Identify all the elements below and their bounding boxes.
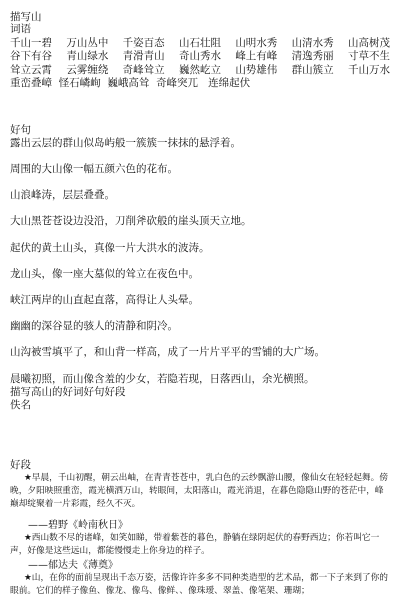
phrase: 寸草不生 <box>347 50 390 62</box>
phrase-row-4 <box>10 77 250 90</box>
sentence: 山沟被雪填平了，和山背一样高，成了一片片平平的雪铺的大广场。 <box>10 346 325 358</box>
phrase: 千姿百态 <box>122 37 165 49</box>
sentence: 露出云层的群山似岛屿般一簇簇一抹抹的悬浮着。 <box>10 137 241 149</box>
phrase: 千山万水 <box>347 64 390 76</box>
phrase: 清逸秀丽 <box>291 50 334 62</box>
sentence: 幽幽的深谷显的骇人的清静和阴冷。 <box>10 320 178 332</box>
phrase: 耸立云霄 <box>10 64 52 76</box>
phrase: 千山一碧 <box>10 37 52 49</box>
sentence: 起伏的黄土山头，真像一片大洪水的波涛。 <box>10 242 210 254</box>
phrase: 山势雄伟 <box>235 64 278 76</box>
phrase: 青山绿水 <box>66 50 109 62</box>
section-heading-haoduan: 好段 <box>10 459 31 471</box>
phrase: 巍然屹立 <box>178 64 221 76</box>
sentence: 龙山头，像一座大墓似的耸立在夜色中。 <box>10 268 199 280</box>
passage-source: ——碧野《岭南秋日》 <box>28 520 128 531</box>
phrase: 巍峨高耸 <box>107 77 150 89</box>
subtitle: 描写高山的好词好句好段 <box>10 386 126 398</box>
phrase: 云雾缠绕 <box>66 64 109 76</box>
phrase: 怪石嶙峋 <box>58 77 101 89</box>
phrase: 青滑青山 <box>122 50 165 62</box>
author: 佚名 <box>10 399 31 411</box>
phrase: 谷下有谷 <box>10 50 52 62</box>
phrase: 群山簇立 <box>291 64 334 76</box>
phrase: 山清水秀 <box>291 37 334 49</box>
phrase: 山高树茂 <box>347 37 390 49</box>
section-heading-haoju: 好句 <box>10 124 31 136</box>
sentence: 山浪峰涛，层层叠叠。 <box>10 189 115 201</box>
passage-text: ★早晨，千山初醒，朝云出岫，在青青苍苍中，乳白色的云纱飘游山腰，像仙女在轻轻起舞。傍晚，夕阳映照重峦，霞光横洒万山，转眼间，太阳落山，霞光消退，在暮色隐隐山野的苍茫中，峰巅却绽聚着一片彩霞，经久不灭。 <box>10 473 388 509</box>
phrase: 山明水秀 <box>235 37 278 49</box>
phrase-row-2 <box>10 50 390 63</box>
page-title: 描写山 <box>10 11 42 23</box>
sentence: 周围的大山像一幅五颜六色的花布。 <box>10 163 178 175</box>
passage <box>10 572 390 598</box>
phrase: 奇山秀水 <box>178 50 221 62</box>
passage-source: ——郁达夫《薄奠》 <box>28 560 118 571</box>
phrase: 重峦叠嶂 <box>10 77 52 89</box>
phrase-row-3 <box>10 64 390 77</box>
phrase-row-1 <box>10 37 390 50</box>
sentence: 晨曦初照，而山像含羞的少女，若隐若现，日落西山，余光横照。 <box>10 373 315 385</box>
passage <box>10 532 390 558</box>
sentence: 峡江两岸的山直起直落，高得让人头晕。 <box>10 294 199 306</box>
phrase: 万山丛中 <box>66 37 109 49</box>
phrase: 奇峰耸立 <box>122 64 165 76</box>
passage-text: ★山，在你的面前呈现出千态万姿，活像许许多多不同种类造型的艺术品，都一下子来到了你的眼前。它们的样子像鱼、像龙、像鸟、像鲜、、像珠瑷、翠盖、像笔架、珊瑚； <box>10 573 388 596</box>
phrase: 连绵起伏 <box>208 77 251 89</box>
phrase: 山石壮阻 <box>178 37 221 49</box>
passage <box>10 472 390 511</box>
section-heading-ciyu: 词语 <box>10 23 31 35</box>
phrase: 奇峰突兀 <box>156 77 199 89</box>
passage-text: ★西山数不尽的诸峰，如笑如睇，带着紫苍的暮色，静躺在绿阴起伏的春野西边；你若叫它一声，好像是这些远山，都能慢慢走上你身边的样子。 <box>10 533 380 556</box>
sentence: 大山黑苍苍设边没沿，刀削斧砍般的崖头顶天立地。 <box>10 215 252 227</box>
phrase: 峰上有峰 <box>235 50 278 62</box>
